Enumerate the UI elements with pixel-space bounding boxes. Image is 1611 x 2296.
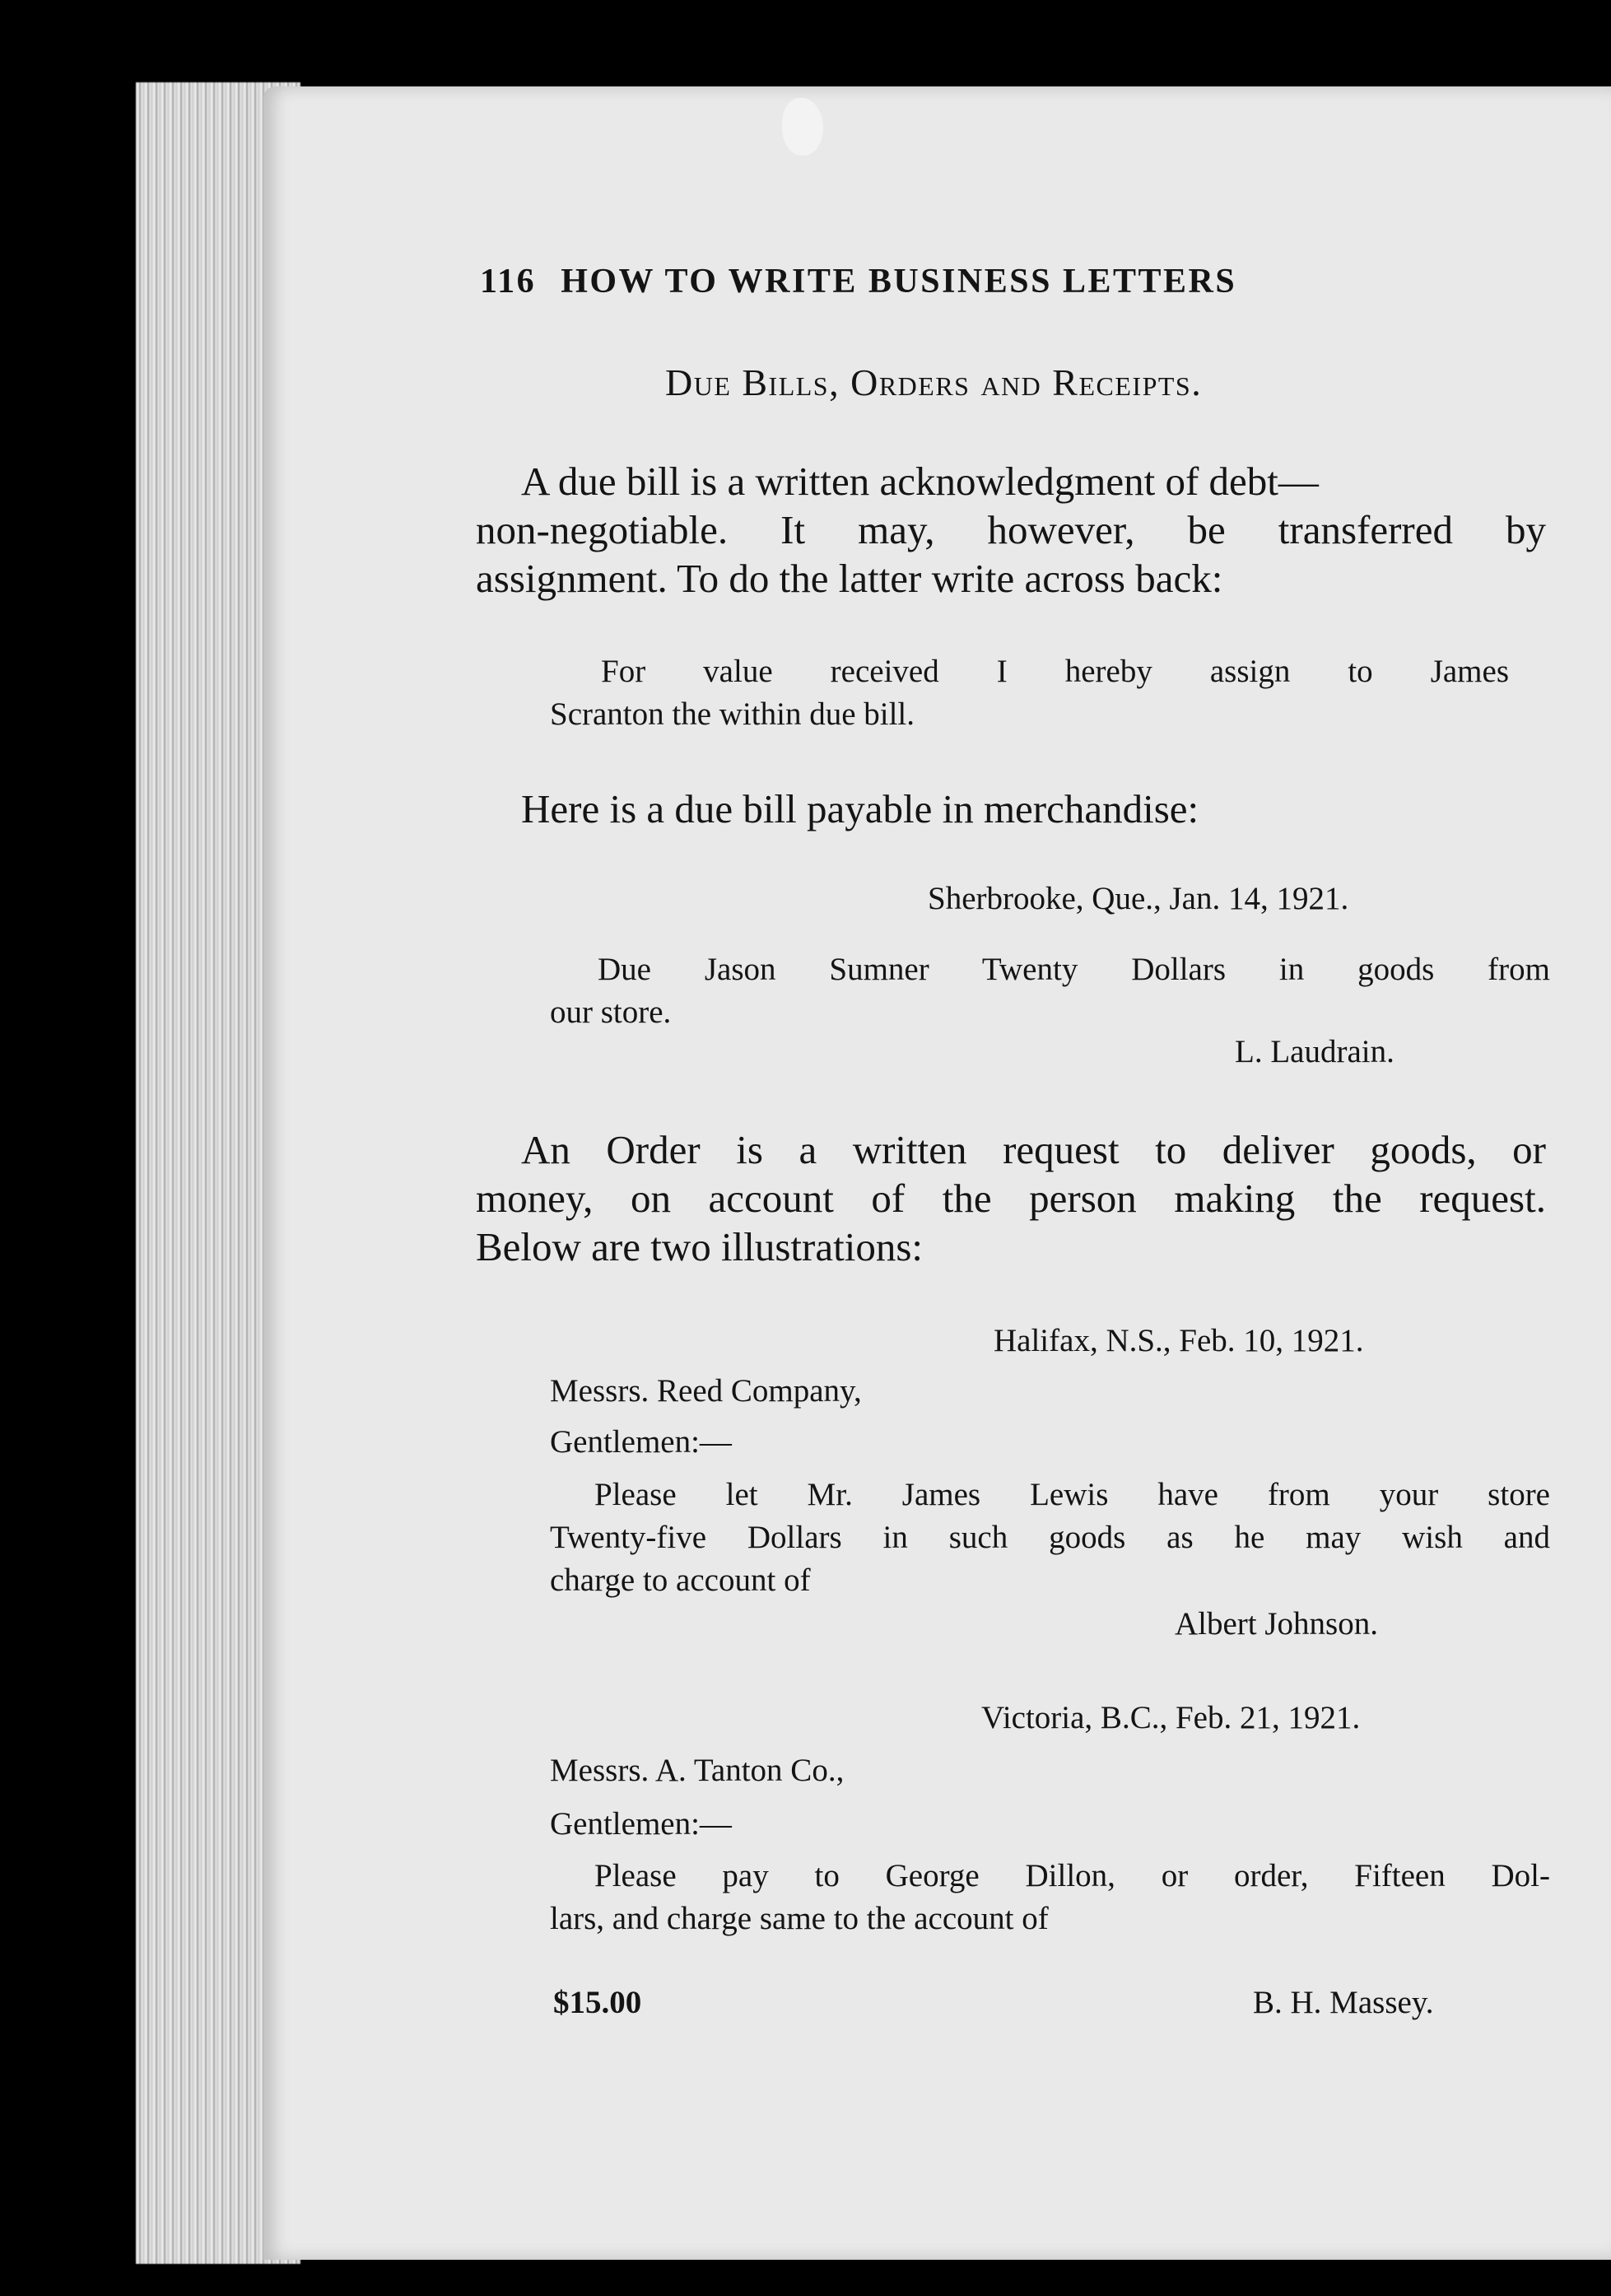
order1-line-3: charge to account of xyxy=(550,1562,811,1598)
order2-line-1: Please pay to George Dillon, or order, Fifteen Dol- xyxy=(594,1858,1550,1893)
order1-line-1: Please let Mr. James Lewis have from your store xyxy=(594,1477,1550,1512)
assignment-line-2: Scranton the within due bill. xyxy=(550,696,915,732)
order1-line-2: Twenty-five Dollars in such goods as he may wish and xyxy=(550,1520,1550,1555)
order-intro-line-3: Below are two illustrations: xyxy=(476,1224,923,1269)
merchandise-intro: Here is a due bill payable in merchandise: xyxy=(521,786,1199,831)
order1-body xyxy=(550,1474,1550,1602)
assignment-example xyxy=(550,650,1509,736)
running-header xyxy=(480,262,1236,301)
intro-line-3: assignment. To do the latter write across back: xyxy=(476,556,1223,601)
due-bill-signature: L. Laudrain. xyxy=(1235,1034,1394,1069)
due-bill-place-date: Sherbrooke, Que., Jan. 14, 1921. xyxy=(928,881,1349,916)
intro-line-1: A due bill is a written acknowledgment of debt— xyxy=(521,459,1319,504)
section-title: Due Bills, Orders and Receipts. xyxy=(665,361,1203,403)
order-intro-line-1: An Order is a written request to deliver goods, or xyxy=(521,1127,1546,1172)
intro-paragraph xyxy=(476,457,1546,603)
order-intro-line-2: money, on account of the person making the request. xyxy=(476,1176,1546,1221)
page-number: 116 xyxy=(480,263,537,300)
due-bill-body xyxy=(550,948,1550,1034)
order1-salutation: Gentlemen:— xyxy=(550,1424,732,1460)
order2-amount: $15.00 xyxy=(553,1985,642,2020)
order2-signature: B. H. Massey. xyxy=(1253,1985,1434,2020)
due-bill-line-2: our store. xyxy=(550,994,672,1030)
order1-signature: Albert Johnson. xyxy=(1175,1606,1378,1642)
order2-line-2: lars, and charge same to the account of xyxy=(550,1901,1049,1936)
order2-place-date: Victoria, B.C., Feb. 21, 1921. xyxy=(981,1700,1361,1735)
intro-line-2: non-negotiable. It may, however, be transferred by xyxy=(476,507,1546,552)
order1-addressee: Messrs. Reed Company, xyxy=(550,1373,862,1409)
running-title: HOW TO WRITE BUSINESS LETTERS xyxy=(561,263,1237,300)
assignment-line-1: For value received I hereby assign to James xyxy=(601,654,1509,689)
order2-body xyxy=(550,1855,1550,1940)
paper-blot xyxy=(782,98,823,156)
order1-place-date: Halifax, N.S., Feb. 10, 1921. xyxy=(994,1323,1364,1358)
order-intro-paragraph xyxy=(476,1125,1546,1271)
order2-salutation: Gentlemen:— xyxy=(550,1806,732,1842)
order2-addressee: Messrs. A. Tanton Co., xyxy=(550,1753,845,1788)
due-bill-line-1: Due Jason Sumner Twenty Dollars in goods from xyxy=(598,952,1550,987)
